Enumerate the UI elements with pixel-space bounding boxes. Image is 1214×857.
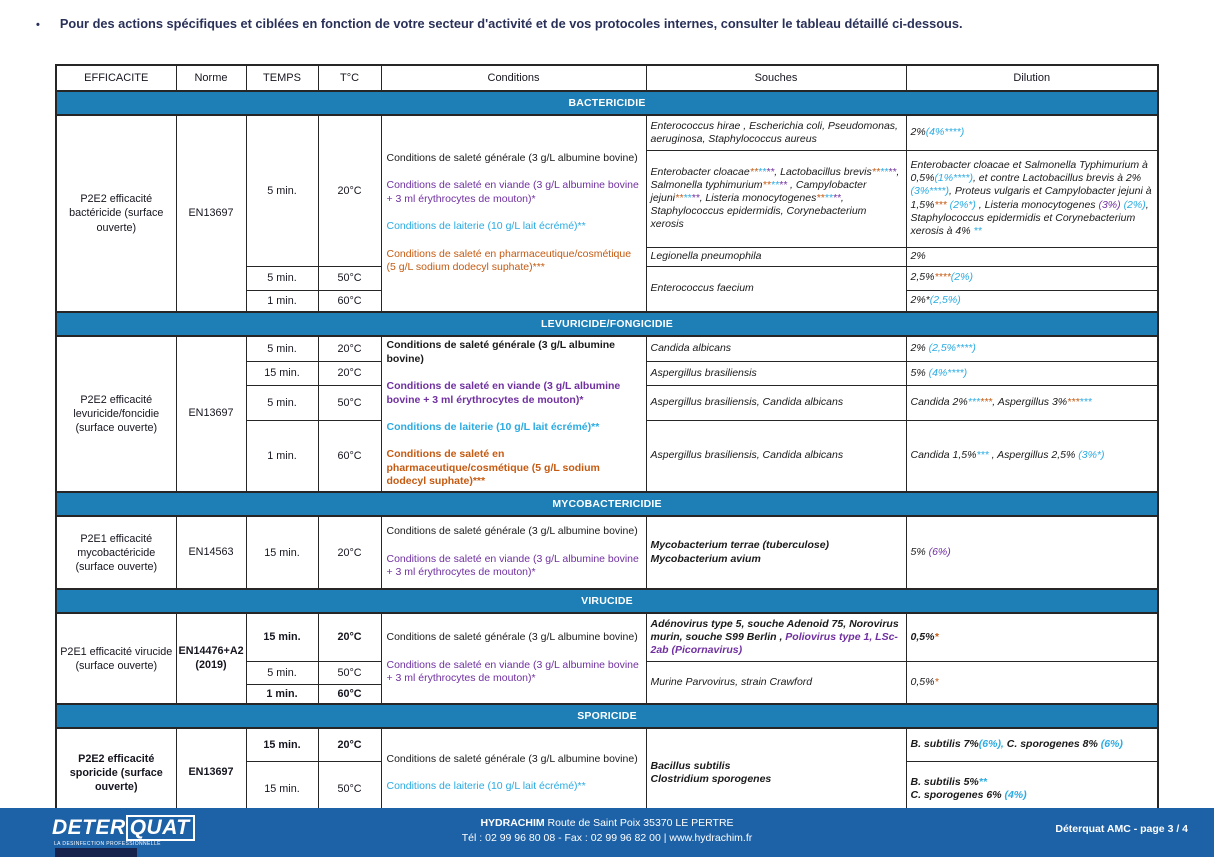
cell-dilution [906, 385, 1158, 420]
cell-souches: Legionella pneumophila [646, 247, 906, 266]
cell-dilution [906, 420, 1158, 492]
cell-conditions [381, 516, 646, 589]
bullet-icon: • [36, 19, 40, 31]
cell-souches: Aspergillus brasiliensis [646, 361, 906, 385]
text-segment: Conditions de saleté en pharmaceutique/cosmétique (5 g/L sodium dodecyl suphate)*** [386, 448, 600, 488]
text-segment: ** [757, 165, 767, 178]
text-segment: ** [871, 165, 880, 178]
text-segment: ** [973, 224, 982, 237]
cell-souches: Aspergillus brasiliensis, Candida albicans [646, 385, 906, 420]
cell-temperature: 20°C [318, 336, 381, 361]
text-segment: (3%) [1098, 198, 1121, 211]
cell-temps: 5 min. [246, 385, 318, 420]
cell-temperature: 60°C [318, 684, 381, 704]
text-segment: Adénovirus type 5, souche Adenoid 75, Norovirus murin, souche S99 Berlin , [650, 617, 899, 643]
text-segment: Conditions de laiterie (10 g/L lait écrémé)** [386, 220, 586, 233]
cell-temperature: 20°C [318, 115, 381, 266]
company-name: HYDRACHIM [480, 817, 545, 829]
section-bar-mycobactericide [56, 492, 1158, 516]
text-segment: (4%****) [928, 366, 968, 379]
text-segment: C. sporogenes 8% [1003, 738, 1101, 751]
cell-dilution [906, 290, 1158, 312]
cell-conditions [381, 613, 646, 704]
text-segment: (2%) [950, 271, 973, 284]
text-segment: Clostridium sporogenes [650, 773, 772, 786]
cell-dilution: 2% [906, 247, 1158, 266]
text-segment: ** [816, 191, 825, 204]
text-segment: Conditions de saleté générale (3 g/L albumine bovine) [386, 152, 638, 165]
cell-souches: Aspergillus brasiliensis, Candida albicans [646, 420, 906, 492]
cell-temperature: 50°C [318, 661, 381, 684]
text-segment: B. subtilis 7% [910, 738, 979, 751]
cell-efficacite: P2E1 efficacité virucide (surface ouverte) [56, 613, 176, 704]
text-segment: Conditions de laiterie (10 g/L lait écrémé)** [386, 779, 586, 792]
text-segment: ** [888, 165, 897, 178]
cell-dilution [906, 150, 1158, 247]
footer-address [0, 817, 1214, 829]
cell-temps: 5 min. [246, 115, 318, 266]
cell-dilution [906, 266, 1158, 290]
cell-souches: Murine Parvovirus, strain Crawford [646, 661, 906, 704]
section-title: VIRUCIDE [56, 589, 1158, 613]
text-segment: Conditions de saleté générale (3 g/L albumine bovine) [386, 752, 638, 765]
cell-temperature: 50°C [318, 385, 381, 420]
text-segment: ** [832, 191, 841, 204]
table-row [56, 728, 1158, 761]
text-segment: 2% [910, 342, 929, 355]
efficacy-table [55, 64, 1159, 819]
cell-efficacite: P2E1 efficacité mycobactéricide (surface ouverte) [56, 516, 176, 589]
text-segment: , Proteus vulgaris et Campylobacter jejuni à 1,5% [910, 185, 1152, 211]
text-segment: Conditions de saleté en viande (3 g/L albumine bovine + 3 ml érythrocytes de mouton)* [386, 552, 639, 579]
text-segment: ** [778, 178, 788, 191]
table-row [56, 516, 1158, 589]
text-segment: , Aspergillus 3% [992, 395, 1068, 408]
col-header-conditions: Conditions [381, 65, 646, 91]
cell-souches [646, 728, 906, 818]
cell-conditions [381, 728, 646, 818]
cell-temps: 15 min. [246, 761, 318, 818]
text-segment: (2,5%) [929, 294, 961, 307]
cell-dilution [906, 336, 1158, 361]
table-row [56, 336, 1158, 361]
col-header-souches: Souches [646, 65, 906, 91]
text-segment: (2%) [1123, 198, 1146, 211]
cell-temps: 5 min. [246, 266, 318, 290]
text-segment: Mycobacterium terrae (tuberculose) [650, 539, 830, 552]
cell-temps: 1 min. [246, 684, 318, 704]
text-segment: * [934, 630, 939, 643]
cell-temperature: 50°C [318, 761, 381, 818]
cell-norme: EN13697 [176, 728, 246, 818]
col-header-temps: TEMPS [246, 65, 318, 91]
text-segment: C. sporogenes 6% [910, 789, 1005, 802]
text-segment: , Lactobacillus brevis [774, 165, 872, 178]
text-segment: 2,5% [910, 271, 935, 284]
section-title: SPORICIDE [56, 704, 1158, 728]
text-segment: ** [749, 165, 758, 178]
cell-dilution [906, 115, 1158, 150]
page-number: Déterquat AMC - page 3 / 4 [1055, 823, 1188, 835]
cell-souches [646, 516, 906, 589]
section-bar-bactericide [56, 91, 1158, 115]
text-segment: ** [879, 165, 889, 178]
text-segment: Conditions de saleté en viande (3 g/L albumine bovine + 3 ml érythrocytes de mouton)* [386, 658, 639, 685]
text-segment: *** [1067, 395, 1080, 408]
text-segment: , Listeria monocytogenes [699, 191, 817, 204]
cell-temps: 5 min. [246, 661, 318, 684]
text-segment: **** [934, 271, 951, 284]
cell-temperature: 20°C [318, 361, 381, 385]
cell-dilution [906, 361, 1158, 385]
cell-temps: 15 min. [246, 728, 318, 761]
text-segment: *** [967, 395, 980, 408]
cell-norme: EN13697 [176, 336, 246, 492]
text-segment: *** [934, 198, 947, 211]
text-segment: Conditions de saleté générale (3 g/L albumine bovine) [386, 339, 616, 365]
logo-quat-box: QUAT [126, 815, 195, 841]
text-segment: ** [675, 191, 684, 204]
text-segment: * [934, 675, 939, 688]
cell-temps: 1 min. [246, 290, 318, 312]
text-segment: *** [979, 395, 993, 408]
text-segment: , Listeria monocytogenes [975, 198, 1099, 211]
text-segment: ** [691, 191, 700, 204]
cell-norme: EN14476+A2 (2019) [176, 613, 246, 704]
text-segment: ** [824, 191, 833, 204]
section-title: MYCOBACTERICIDIE [56, 492, 1158, 516]
cell-conditions [381, 336, 646, 492]
cell-efficacite: P2E2 efficacité bactéricide (surface ouverte) [56, 115, 176, 312]
text-segment: ** [770, 178, 779, 191]
text-segment: Mycobacterium avium [650, 552, 761, 565]
text-segment: (6%), [978, 738, 1004, 751]
cell-dilution [906, 613, 1158, 661]
cell-temps: 5 min. [246, 336, 318, 361]
cell-temperature: 20°C [318, 728, 381, 761]
text-segment: (4%****) [925, 126, 965, 139]
cell-temps: 15 min. [246, 516, 318, 589]
text-segment: ** [766, 165, 775, 178]
section-bar-sporicide [56, 704, 1158, 728]
text-segment: (3%****) [910, 185, 950, 198]
text-segment: (3%*) [1078, 449, 1105, 462]
text-segment: *** [1079, 395, 1092, 408]
text-segment: , Aspergillus 2,5% [988, 449, 1079, 462]
text-segment: (2%*) [949, 198, 976, 211]
cell-temperature: 20°C [318, 516, 381, 589]
company-address: Route de Saint Poix 35370 LE PERTRE [544, 817, 734, 829]
cell-temperature: 50°C [318, 266, 381, 290]
text-segment: 2%* [910, 294, 930, 307]
cell-efficacite: P2E2 efficacité sporicide (surface ouverte) [56, 728, 176, 818]
cell-souches [646, 613, 906, 661]
col-header-efficacite: EFFICACITE [56, 65, 176, 91]
cell-temperature: 60°C [318, 290, 381, 312]
text-segment: , Campylobacter jejuni [650, 178, 867, 204]
cell-dilution [906, 516, 1158, 589]
text-segment: (2,5%****) [928, 342, 976, 355]
text-segment: Poliovirus type 1, LSc-2ab (Picornavirus) [650, 630, 898, 656]
text-segment: 0,5% [910, 675, 935, 688]
page-footer [0, 808, 1214, 857]
cell-norme: EN13697 [176, 115, 246, 312]
cell-temps: 15 min. [246, 613, 318, 661]
text-segment: ** [978, 776, 987, 789]
cell-souches: Enterococcus hirae , Escherichia coli, Pseudomonas, aeruginosa, Staphylococcus aureus [646, 115, 906, 150]
text-segment: 5% [910, 366, 929, 379]
cell-norme: EN14563 [176, 516, 246, 589]
section-title: LEVURICIDE/FONGICIDIE [56, 312, 1158, 336]
cell-souches: Candida albicans [646, 336, 906, 361]
cell-dilution [906, 661, 1158, 704]
text-segment: ** [683, 191, 692, 204]
cell-temps: 15 min. [246, 361, 318, 385]
col-header-norme: Norme [176, 65, 246, 91]
intro-line [0, 0, 1214, 33]
table-header-row [56, 65, 1158, 91]
text-segment: Conditions de laiterie (10 g/L lait écrémé)** [386, 420, 600, 433]
section-title: BACTERICIDIE [56, 91, 1158, 115]
cell-souches [646, 150, 906, 247]
text-segment: , Staphylococcus epidermidis et Corynebacterium xerosis à 4% [910, 198, 1149, 237]
text-segment: Enterobacter cloacae [650, 165, 750, 178]
cell-dilution [906, 728, 1158, 761]
text-segment: (6%) [1100, 738, 1123, 751]
col-header-tc: T°C [318, 65, 381, 91]
cell-souches: Enterococcus faecium [646, 266, 906, 312]
section-bar-levuricide [56, 312, 1158, 336]
cell-temperature: 20°C [318, 613, 381, 661]
cell-temps: 1 min. [246, 420, 318, 492]
table-row [56, 613, 1158, 661]
footer-dark-badge [55, 848, 137, 857]
text-segment: Conditions de saleté en pharmaceutique/cosmétique (5 g/L sodium dodecyl suphate)*** [386, 247, 632, 274]
text-segment: 5% [910, 545, 929, 558]
text-segment: (4%) [1004, 789, 1027, 802]
text-segment: Conditions de saleté en viande (3 g/L albumine bovine + 3 ml érythrocytes de mouton)* [386, 179, 639, 206]
text-segment: (6%) [928, 545, 951, 558]
text-segment: ** [762, 178, 771, 191]
logo-tagline: LA DESINFECTION PROFESSIONNELLE [54, 841, 161, 847]
text-segment: , Staphylococcus epidermidis, Corynebacterium xerosis [650, 191, 867, 231]
table-row [56, 115, 1158, 150]
col-header-dilution: Dilution [906, 65, 1158, 91]
text-segment: Enterobacter cloacae et Salmonella Typhimurium à 0,5% [910, 159, 1148, 185]
cell-temperature: 60°C [318, 420, 381, 492]
text-segment: Candida 2% [910, 395, 968, 408]
text-segment: Conditions de saleté générale (3 g/L albumine bovine) [386, 631, 638, 644]
intro-text: Pour des actions spécifiques et ciblées en fonction de votre secteur d'activité et de vos protocoles internes, consulter le tableau détaillé ci-dessous. [59, 16, 963, 31]
text-segment: (1%****) [934, 172, 973, 185]
text-segment: 2% [910, 126, 926, 139]
text-segment: Bacillus subtilis [650, 759, 731, 772]
text-segment: 0,5% [910, 630, 935, 643]
text-segment: Candida 1,5% [910, 449, 977, 462]
cell-conditions [381, 115, 646, 312]
text-segment: Conditions de saleté générale (3 g/L albumine bovine) [386, 525, 638, 538]
text-segment: , et contre Lactobacillus brevis à 2% [972, 172, 1142, 185]
text-segment: B. subtilis 5% [910, 776, 979, 789]
text-segment: , Salmonella typhimurium [650, 165, 900, 191]
section-bar-virucide [56, 589, 1158, 613]
footer-contact: Tél : 02 99 96 80 08 - Fax : 02 99 96 82 00 | www.hydrachim.fr [461, 832, 753, 844]
text-segment: Conditions de saleté en viande (3 g/L albumine bovine + 3 ml érythrocytes de mouton)* [386, 379, 621, 406]
logo-deter: DETER [52, 816, 126, 839]
cell-efficacite: P2E2 efficacité levuricide/foncidie (surface ouverte) [56, 336, 176, 492]
text-segment: *** [976, 449, 989, 462]
